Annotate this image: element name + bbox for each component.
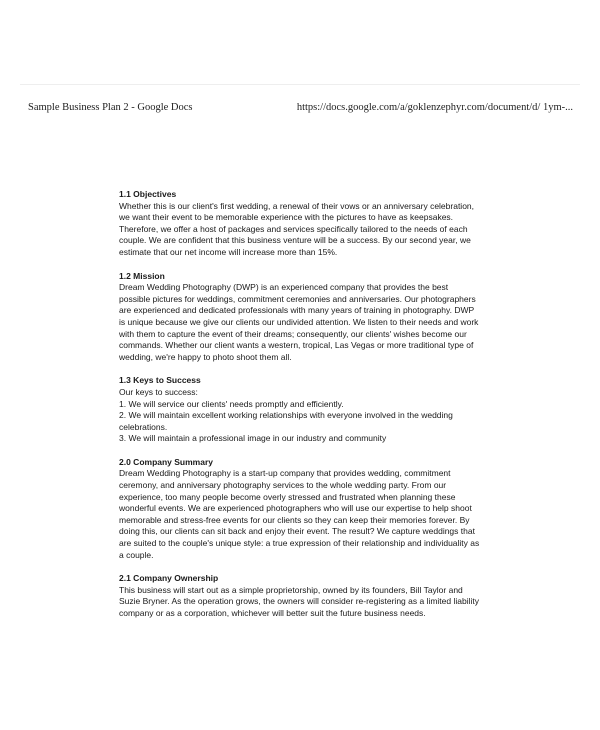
text-line: ceremony, and anniversary photography services to the whole wedding party. From our [119, 480, 447, 491]
document-body [119, 189, 489, 632]
text-line: estimate that our net income will increase more than 15%. [119, 246, 338, 257]
text-line: are experienced and dedicated professionals with many years of training in photography. DWP [119, 305, 475, 316]
text-line: wedding, we're happy to photo shoot them all. [119, 351, 292, 362]
text-line: experience, too many people become overly stressed and frustrated when planning these [119, 491, 456, 502]
text-line: Whether this is our client's first wedding, a renewal of their vows or an anniversary celebration, [119, 200, 475, 211]
document-url[interactable]: https://docs.google.com/a/goklenzephyr.com/document/d/ 1ym-... [296, 102, 573, 113]
text-line: couple. We are confident that this business venture will be a success. By our second year, we [119, 235, 471, 246]
text-line: This business will start out as a simple proprietorship, owned by its founders, Bill Taylor and [119, 584, 463, 595]
page-top-divider [20, 84, 580, 85]
section-heading: 1.2 Mission [119, 270, 165, 281]
section-heading: 2.1 Company Ownership [119, 573, 219, 584]
text-line: company or as a corporation, whichever will better suit the future business needs. [119, 608, 426, 618]
section-text [119, 585, 489, 620]
text-line: with them to capture the event of their dreams; consequently, our clients' wishes become our [119, 328, 467, 339]
document-title: Sample Business Plan 2 - Google Docs [28, 102, 193, 113]
text-line: possible pictures for weddings, commitment ceremonies and anniversaries. Our photographers [119, 293, 476, 304]
text-line: are suited to the couple's unique style: a true expression of their relationship and individuality as [119, 538, 480, 549]
section-company-ownership [119, 573, 489, 619]
section-text [119, 387, 489, 445]
text-line: we want their event to be memorable experience with the pictures to have as keepsakes. [119, 212, 454, 223]
text-line: Dream Wedding Photography is a start-up company that provides wedding, commitment [119, 468, 451, 479]
text-line: Suzie Bryner. As the operation grows, the owners will consider re-registering as a limited liability [119, 596, 479, 607]
section-text [119, 468, 489, 561]
section-keys-to-success [119, 375, 489, 445]
text-line: Therefore, we offer a host of packages and services specifically tailored to the needs of each [119, 223, 468, 234]
text-line: a couple. [119, 549, 154, 560]
text-line: commands. Whether our client wants a western, tropical, Las Vegas or more traditional type of [119, 340, 474, 351]
print-header [28, 102, 573, 116]
section-objectives [119, 189, 489, 259]
section-heading: 1.3 Keys to Success [119, 375, 201, 386]
list-item: 3. We will maintain a professional image in our industry and community [119, 433, 387, 444]
section-company-summary [119, 457, 489, 561]
text-line: is unique because we give our clients our undivided attention. We listen to their needs and work [119, 316, 479, 327]
list-item: 2. We will maintain excellent working relationships with everyone involved in the wedding [119, 410, 453, 421]
section-mission [119, 271, 489, 364]
list-item: 1. We will service our clients' needs promptly and efficiently. [119, 398, 344, 409]
text-line: wonderful events. We are experienced photographers who will use our expertise to help shoot [119, 503, 472, 514]
section-heading: 2.0 Company Summary [119, 456, 214, 467]
section-text [119, 282, 489, 363]
text-line: doing this, our clients can sit back and enjoy their event. The result? We capture weddings that [119, 526, 475, 537]
text-line: Our keys to success: [119, 386, 198, 397]
section-text [119, 201, 489, 259]
section-heading: 1.1 Objectives [119, 189, 177, 199]
text-line: Dream Wedding Photography (DWP) is an experienced company that provides the best [119, 282, 449, 293]
text-line: celebrations. [119, 421, 168, 432]
text-line: memorable and stress-free events for our clients so they can keep their memories forever. By [119, 514, 470, 525]
